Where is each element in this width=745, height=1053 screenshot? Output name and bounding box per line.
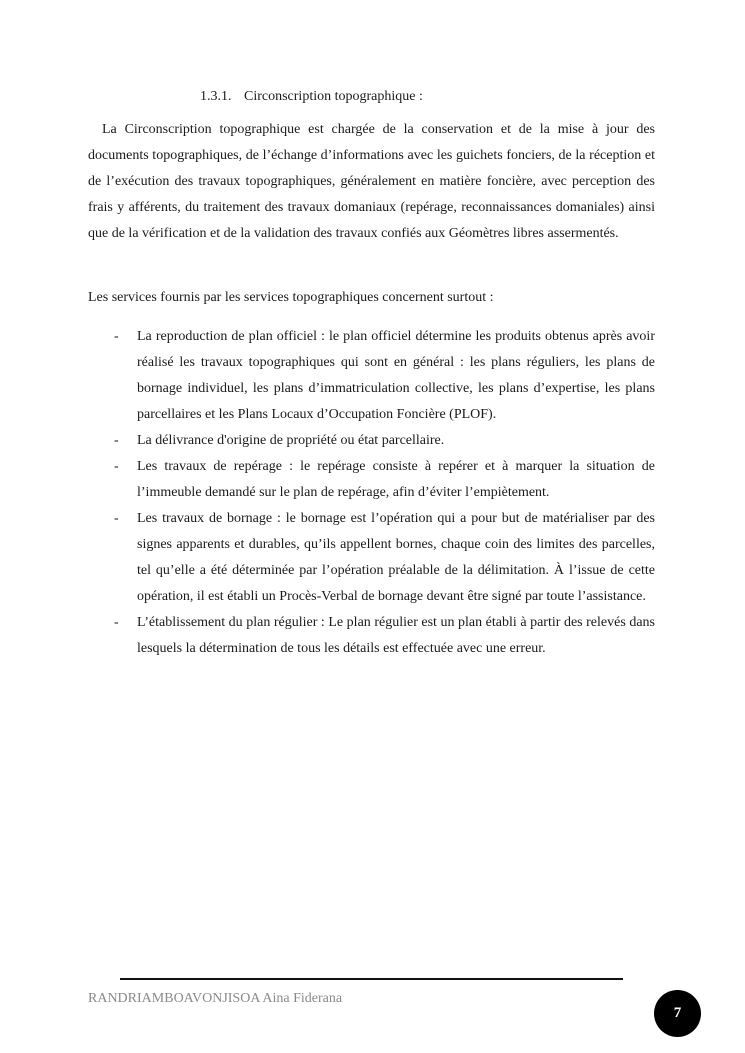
- list-item: [88, 324, 655, 428]
- paragraph-services-lead: Les services fournis par les services topographiques concernent surtout :: [88, 290, 494, 305]
- list-item: [88, 428, 655, 454]
- section-title: Circonscription topographique :: [244, 89, 423, 104]
- services-list: [88, 324, 655, 662]
- list-item: [88, 454, 655, 506]
- list-item-text: L’établissement du plan régulier : Le plan régulier est un plan établi à partir des relevés dans lesquels la détermination de tous les détails est effectuée avec une erreur.: [137, 615, 655, 656]
- list-marker: -: [114, 433, 119, 448]
- list-marker: -: [114, 615, 119, 630]
- list-item-text: Les travaux de repérage : le repérage consiste à repérer et à marquer la situation de l’immeuble demandé sur le plan de repérage, afin d’éviter l’empiètement.: [137, 459, 655, 500]
- page-number-badge: 7: [654, 990, 701, 1037]
- section-heading: [200, 89, 423, 105]
- list-marker: -: [114, 459, 119, 474]
- section-number: 1.3.1.: [200, 89, 232, 104]
- footer-author: RANDRIAMBOAVONJISOA Aina Fiderana: [88, 991, 343, 1006]
- footer-divider: [120, 978, 623, 980]
- list-item-text: La délivrance d'origine de propriété ou état parcellaire.: [137, 433, 445, 448]
- paragraph-intro: La Circonscription topographique est chargée de la conservation et de la mise à jour des documents topographiques, de l’échange d’informations avec les guichets fonciers, de la réception et de l’exécution des travaux topographiques, généralement en matière foncière, avec perception des frais y afférents, du traitement des travaux domaniaux (repérage, reconnaissances domaniales) ainsi que de la vérification et de la validation des travaux confiés aux Géomètres libres assermentés.: [88, 122, 655, 241]
- list-item-text: La reproduction de plan officiel : le plan officiel détermine les produits obtenus après avoir réalisé les travaux topographiques qui sont en général : les plans réguliers, les plans de bornage individuel, les plans d’immatriculation collective, les plans d’expertise, les plans parcellaires et les Plans Locaux d’Occupation Foncière (PLOF).: [137, 329, 655, 422]
- list-marker: -: [114, 329, 119, 344]
- list-item: [88, 610, 655, 662]
- list-item: [88, 506, 655, 610]
- list-marker: -: [114, 511, 119, 526]
- list-item-text: Les travaux de bornage : le bornage est l’opération qui a pour but de matérialiser par des signes apparents et durables, qu’ils appellent bornes, chaque coin des limites des parcelles, tel qu’elle a été déterminée par l’opération préalable de la délimitation. À l’issue de cette opération, il est établi un Procès-Verbal de bornage devant être signé par toute l’assistance.: [137, 511, 655, 604]
